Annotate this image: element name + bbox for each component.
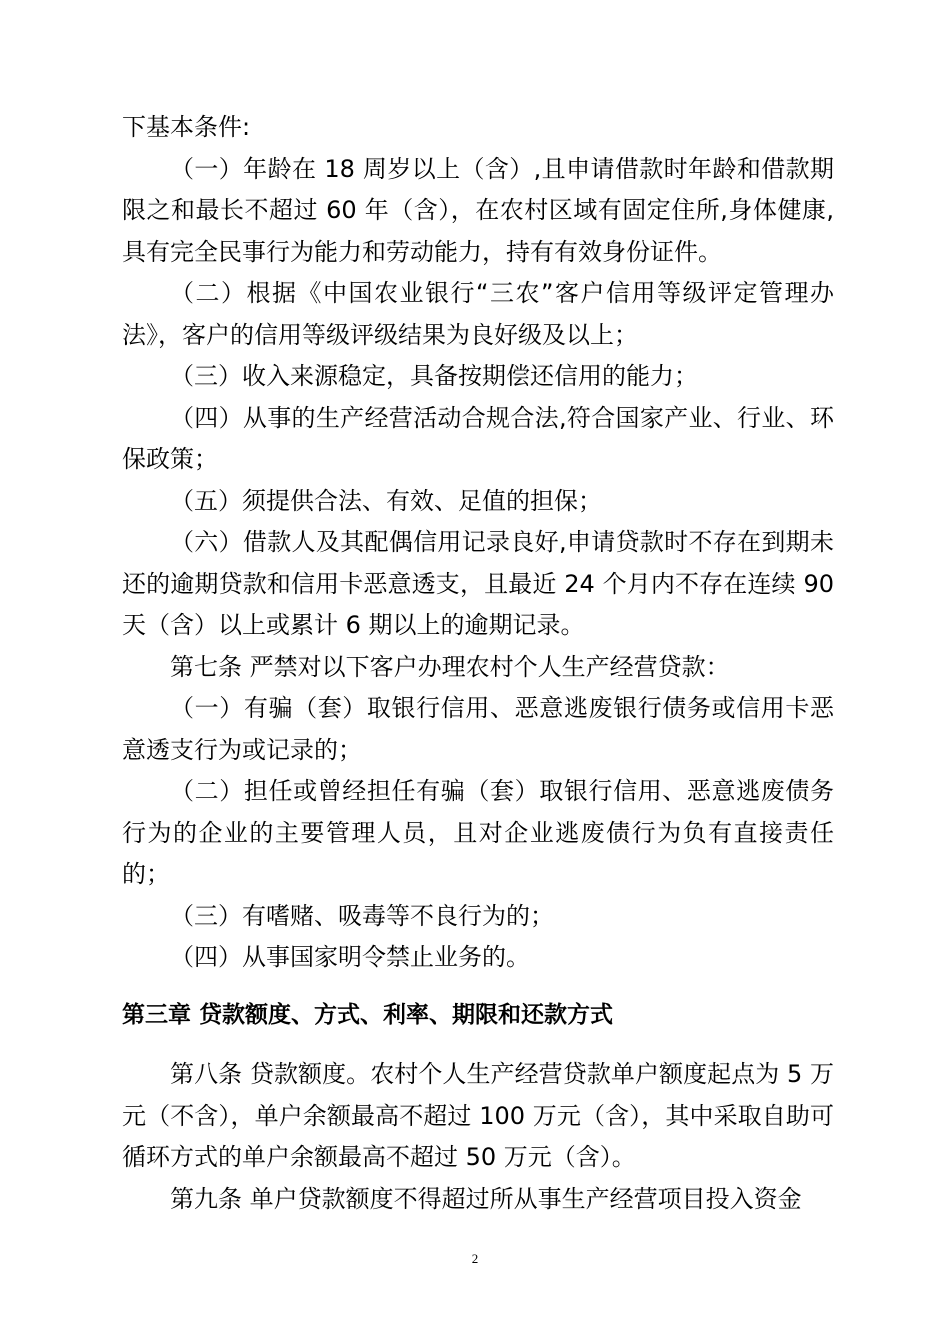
article-8: 第八条 贷款额度。农村个人生产经营贷款单户额度起点为 5 万元（不含），单户余额最高不超过 100 万元（含），其中采取自助可循环方式的单户余额最高不超过 50 万元（含）。: [122, 1060, 834, 1171]
paragraph-condition-1: （一）年龄在 18 周岁以上（含）,且申请借款时年龄和借款期限之和最长不超过 60 年（含），在农村区域有固定住所,身体健康,具有完全民事行为能力和劳动能力，持有有效身份证件。: [122, 154, 834, 266]
paragraph-condition-4: （四）从事的生产经营活动合规合法,符合国家产业、行业、环保政策；: [122, 403, 834, 473]
document-body: [122, 107, 834, 1220]
article-7-item-4: （四）从事国家明令禁止业务的。: [170, 943, 530, 971]
article-7-item-1: （一）有骗（套）取银行信用、恶意逃废银行债务或信用卡恶意透支行为或记录的；: [122, 694, 834, 764]
page-number: 2: [471, 1251, 479, 1266]
article-7-item-3: （三）有嗜赌、吸毒等不良行为的；: [170, 901, 554, 930]
article-7-item-2: （二）担任或曾经担任有骗（套）取银行信用、恶意逃废债务行为的企业的主要管理人员，且对企业逃废债行为负有直接责任的；: [122, 777, 834, 888]
chapter-heading: 第三章 贷款额度、方式、利率、期限和还款方式: [122, 1001, 614, 1028]
paragraph-condition-6: （六）借款人及其配偶信用记录良好,申请贷款时不存在到期未还的逾期贷款和信用卡恶意透支，且最近 24 个月内不存在连续 90 天（含）以上或累计 6 期以上的逾期记录。: [122, 528, 834, 639]
paragraph-continuation: 下基本条件:: [122, 113, 251, 141]
paragraph-condition-2: （二）根据《中国农业银行“三农”客户信用等级评定管理办法》，客户的信用等级评级结果为良好级及以上；: [122, 279, 834, 349]
article-7: 第七条 严禁对以下客户办理农村个人生产经营贷款：: [170, 652, 730, 681]
article-9: 第九条 单户贷款额度不得超过所从事生产经营项目投入资金: [170, 1184, 802, 1213]
paragraph-condition-5: （五）须提供合法、有效、足值的担保；: [170, 486, 602, 515]
paragraph-condition-3: （三）收入来源稳定，具备按期偿还信用的能力；: [170, 362, 698, 390]
